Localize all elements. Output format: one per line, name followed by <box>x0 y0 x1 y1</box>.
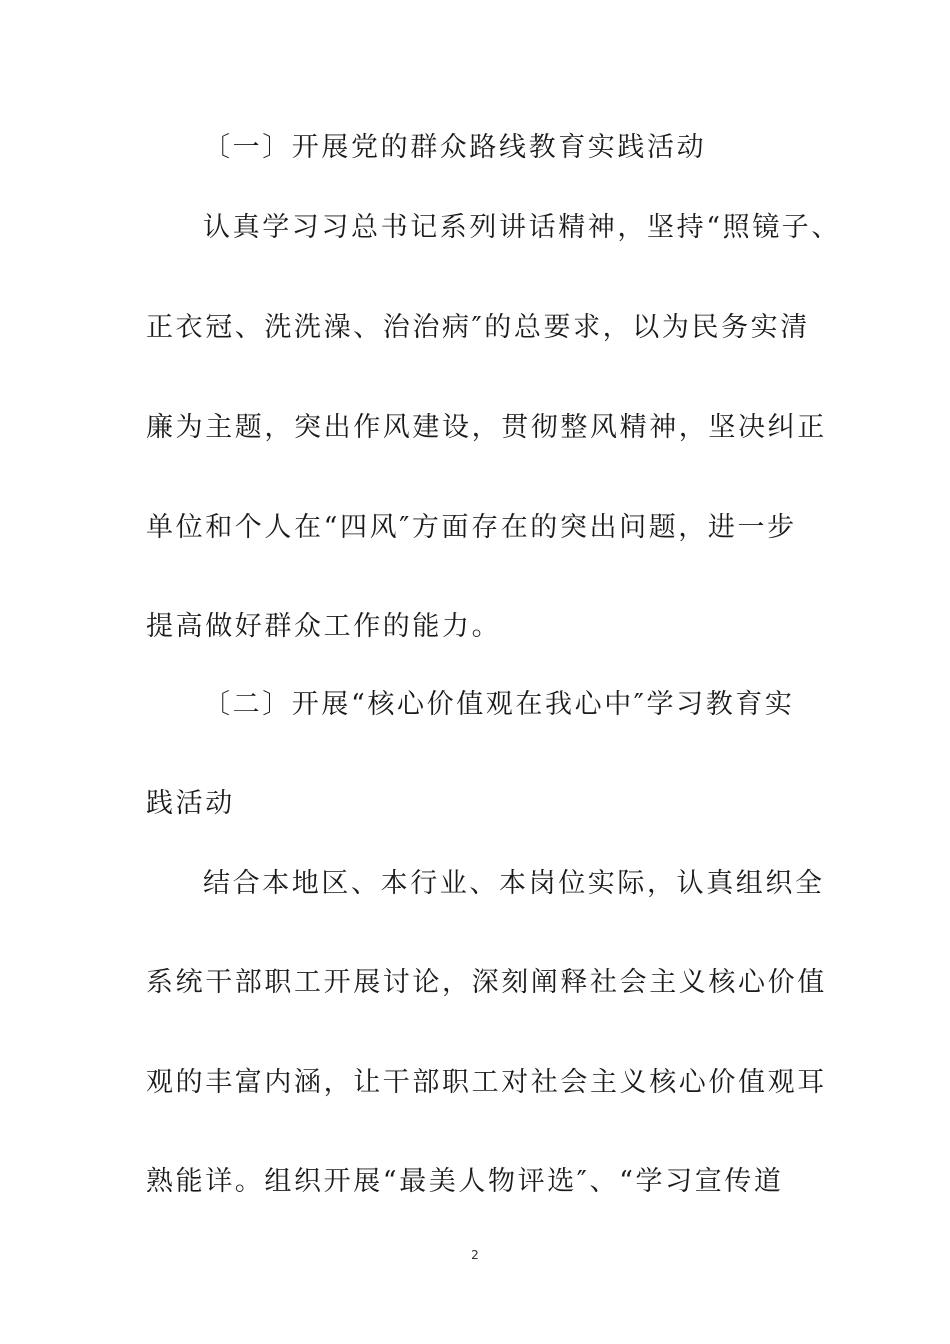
paragraph-line: 正衣冠、洗洗澡、治治病″的总要求，以为民务实清 <box>146 312 810 343</box>
page-number: 2 <box>471 1248 479 1262</box>
paragraph-line: 结合本地区、本行业、本岗位实际，认真组织全 <box>203 868 825 899</box>
paragraph-line: 单位和个人在“四风″方面存在的突出问题，进一步 <box>146 512 797 543</box>
section-heading-1: 〔一〕开展党的群众路线教育实践活动 <box>203 132 707 163</box>
section-heading-2: 〔二〕开展“核心价值观在我心中″学习教育实 <box>203 689 795 720</box>
paragraph-line: 提高做好群众工作的能力。 <box>146 611 502 642</box>
section-heading-2-cont: 践活动 <box>146 788 235 819</box>
paragraph-line: 系统干部职工开展讨论，深刻阐释社会主义核心价值 <box>146 967 827 998</box>
paragraph-line: 廉为主题，突出作风建设，贯彻整风精神，坚决纠正 <box>146 412 827 443</box>
paragraph-line: 观的丰富内涵，让干部职工对社会主义核心价值观耳 <box>146 1067 827 1098</box>
paragraph-line: 认真学习习总书记系列讲话精神，坚持“照镜子、 <box>203 212 842 243</box>
paragraph-line: 熟能详。组织开展“最美人物评选″、“学习宣传道 <box>146 1166 784 1197</box>
